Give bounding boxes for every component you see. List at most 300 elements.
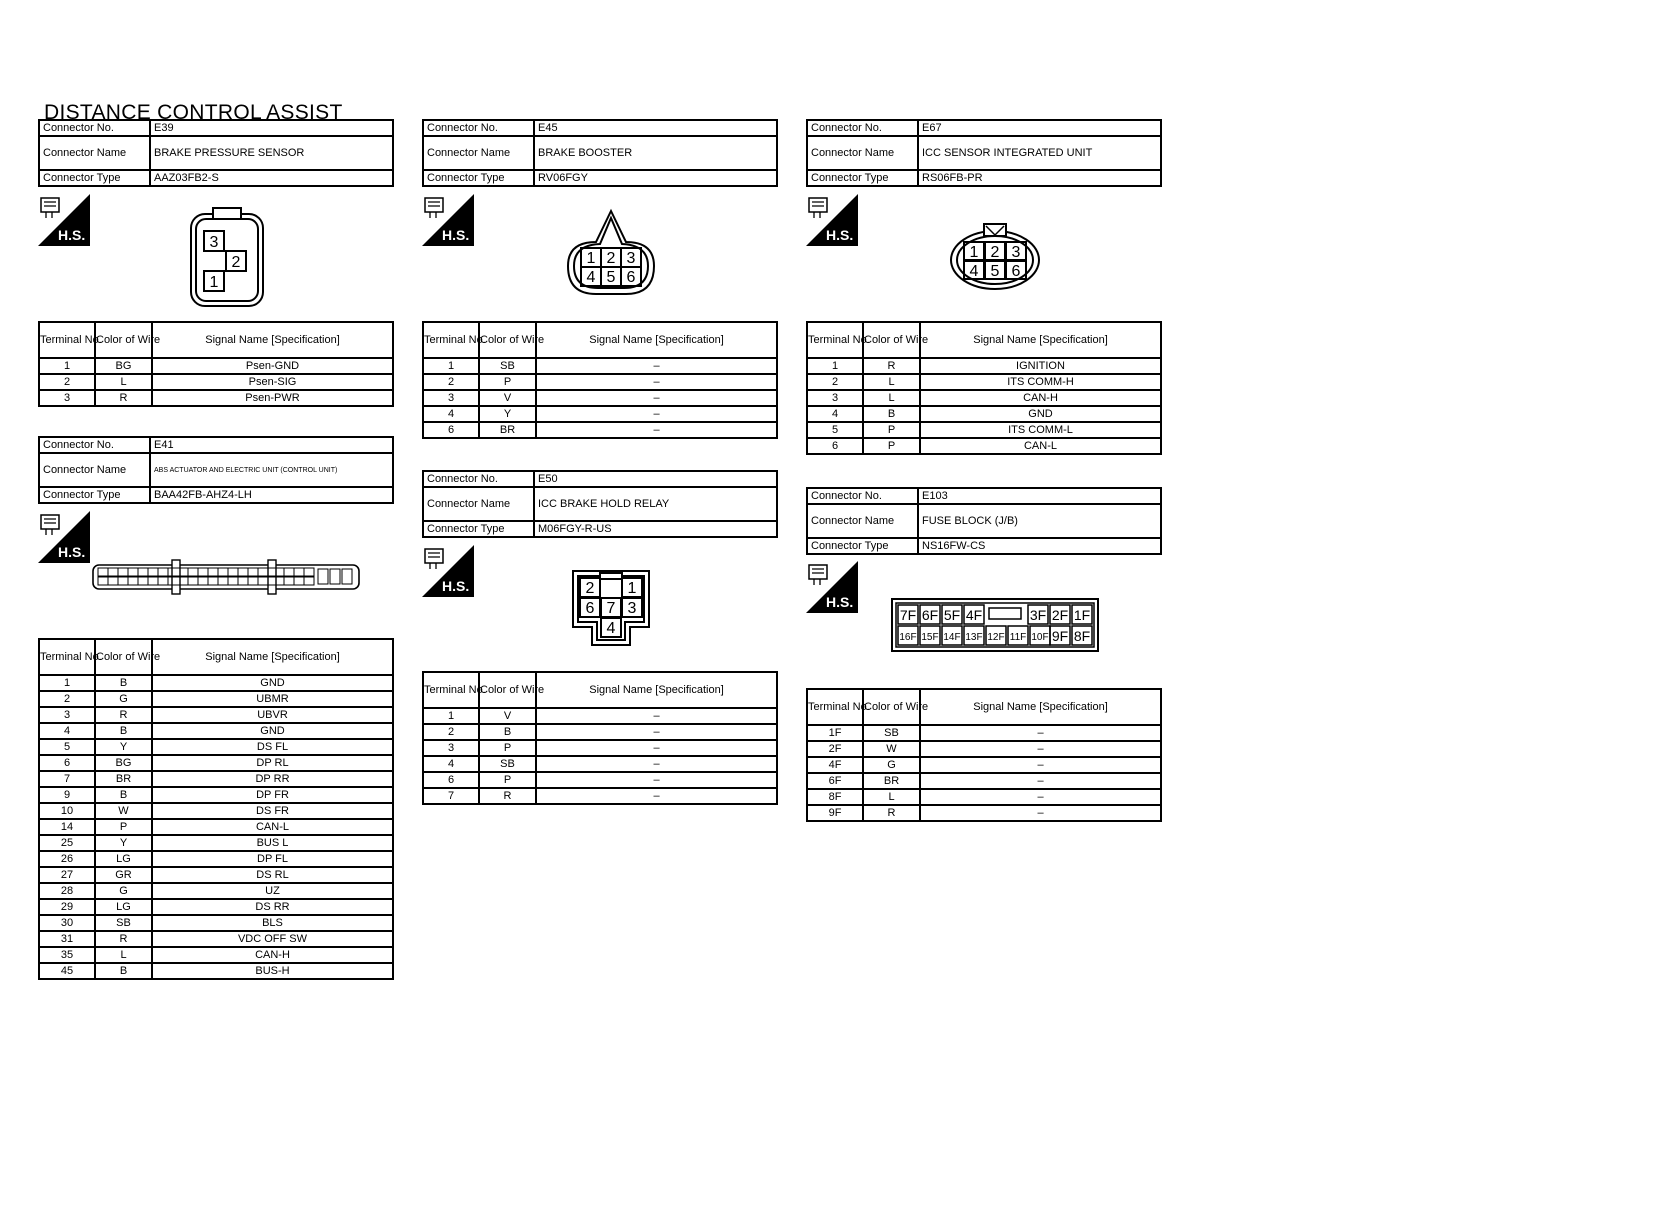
wire-color-cell: P: [479, 740, 536, 756]
signal-name-cell: –: [536, 358, 777, 374]
signal-name-cell: GND: [152, 723, 393, 739]
wire-color-cell: R: [479, 788, 536, 804]
terminal-table-e41: [38, 638, 394, 980]
connector-name-value: BRAKE BOOSTER: [534, 136, 777, 170]
wire-color-cell: B: [479, 724, 536, 740]
connector-face-e39: [186, 204, 268, 310]
wire-color-cell: P: [863, 438, 920, 454]
table-row: [39, 851, 393, 867]
table-row: [39, 915, 393, 931]
wire-color-cell: BG: [95, 358, 152, 374]
wire-color-cell: B: [863, 406, 920, 422]
terminal-no-cell: 2: [807, 374, 863, 390]
signal-name-cell: UBMR: [152, 691, 393, 707]
connector-type-value: RV06FGY: [534, 170, 777, 186]
signal-name-cell: GND: [152, 675, 393, 691]
connector-no-value: E41: [150, 437, 393, 453]
terminal-table-e67: [806, 321, 1162, 455]
wire-color-cell: L: [95, 374, 152, 390]
signal-name-cell: UZ: [152, 883, 393, 899]
terminal-no-cell: 2: [39, 374, 95, 390]
terminal-no-cell: 1: [807, 358, 863, 374]
terminal-no-cell: 3: [807, 390, 863, 406]
pin-label: 2: [231, 254, 241, 271]
terminal-header: Terminal No.: [807, 322, 863, 358]
signal-name-cell: –: [536, 740, 777, 756]
pin-label: 5: [990, 263, 1000, 280]
color-header: Color of Wire: [95, 639, 152, 675]
terminal-no-cell: 7: [39, 771, 95, 787]
connector-no-value: E67: [918, 120, 1161, 136]
connector-name-label: Connector Name: [423, 136, 534, 170]
terminal-no-cell: 6: [807, 438, 863, 454]
connector-no-label: Connector No.: [423, 120, 534, 136]
harness-side-icon: [806, 194, 858, 246]
signal-name-cell: –: [920, 725, 1161, 741]
connector-no-label: Connector No.: [807, 120, 918, 136]
signal-name-cell: –: [536, 724, 777, 740]
signal-name-cell: DP RR: [152, 771, 393, 787]
connector-type-label: Connector Type: [807, 538, 918, 554]
signal-header: Signal Name [Specification]: [152, 639, 393, 675]
terminal-no-cell: 2: [39, 691, 95, 707]
pin-label: 2: [585, 580, 595, 597]
terminal-no-cell: 4: [423, 406, 479, 422]
connector-header-e50: [422, 470, 778, 538]
pin-label: 3: [626, 250, 636, 267]
table-row: [807, 422, 1161, 438]
terminal-no-cell: 4F: [807, 757, 863, 773]
signal-name-cell: CAN-L: [152, 819, 393, 835]
terminal-table-e50: [422, 671, 778, 805]
table-row: [423, 406, 777, 422]
svg-text:H.S.: H.S.: [442, 227, 470, 243]
page-title: DISTANCE CONTROL ASSIST: [44, 101, 343, 124]
signal-name-cell: CAN-L: [920, 438, 1161, 454]
table-row: [423, 708, 777, 724]
wire-color-cell: G: [863, 757, 920, 773]
wire-color-cell: Y: [95, 835, 152, 851]
pin-label: 3: [1011, 244, 1021, 261]
signal-name-cell: –: [920, 773, 1161, 789]
signal-name-cell: UBVR: [152, 707, 393, 723]
connector-face-e45: [564, 208, 658, 298]
table-row: [39, 867, 393, 883]
signal-name-cell: –: [536, 756, 777, 772]
wire-color-cell: SB: [95, 915, 152, 931]
signal-name-cell: –: [920, 741, 1161, 757]
harness-side-icon: [422, 545, 474, 597]
connector-no-value: E50: [534, 471, 777, 487]
connector-header-e41: [38, 436, 394, 504]
terminal-no-cell: 7: [423, 788, 479, 804]
signal-name-cell: –: [536, 708, 777, 724]
terminal-no-cell: 3: [39, 707, 95, 723]
terminal-no-cell: 9F: [807, 805, 863, 821]
connector-header-e45: [422, 119, 778, 187]
color-header: Color of Wire: [479, 322, 536, 358]
pin-label: 13F: [965, 632, 983, 643]
signal-name-cell: –: [536, 772, 777, 788]
terminal-no-cell: 45: [39, 963, 95, 979]
pin-label: 6: [1011, 263, 1021, 280]
table-row: [423, 756, 777, 772]
signal-name-cell: –: [536, 374, 777, 390]
terminal-no-cell: 4: [39, 723, 95, 739]
pin-label: 12F: [987, 632, 1005, 643]
svg-text:H.S.: H.S.: [442, 578, 470, 594]
wire-color-cell: B: [95, 675, 152, 691]
svg-text:H.S.: H.S.: [58, 544, 86, 560]
terminal-header: Terminal No.: [39, 322, 95, 358]
pin-label: 1F: [1073, 607, 1091, 623]
connector-type-value: AAZ03FB2-S: [150, 170, 393, 186]
terminal-no-cell: 1: [423, 358, 479, 374]
color-header: Color of Wire: [479, 672, 536, 708]
table-row: [423, 422, 777, 438]
pin-label: 6F: [921, 607, 939, 623]
terminal-no-cell: 4: [807, 406, 863, 422]
wire-color-cell: P: [479, 772, 536, 788]
signal-name-cell: VDC OFF SW: [152, 931, 393, 947]
connector-face-e41: [90, 558, 362, 596]
pin-label: 5: [606, 269, 616, 286]
table-row: [807, 406, 1161, 422]
table-row: [39, 691, 393, 707]
table-row: [39, 374, 393, 390]
table-row: [39, 771, 393, 787]
signal-name-cell: DP RL: [152, 755, 393, 771]
table-row: [807, 438, 1161, 454]
table-row: [807, 805, 1161, 821]
table-row: [39, 755, 393, 771]
wire-color-cell: P: [95, 819, 152, 835]
wire-color-cell: W: [95, 803, 152, 819]
table-row: [39, 723, 393, 739]
terminal-no-cell: 30: [39, 915, 95, 931]
terminal-no-cell: 1: [423, 708, 479, 724]
svg-text:H.S.: H.S.: [826, 594, 854, 610]
pin-label: 9F: [1051, 628, 1069, 644]
wire-color-cell: L: [95, 947, 152, 963]
table-row: [39, 819, 393, 835]
harness-side-icon: [422, 194, 474, 246]
harness-side-icon: [38, 511, 90, 563]
pin-label: 8F: [1073, 628, 1091, 644]
wire-color-cell: L: [863, 789, 920, 805]
table-row: [39, 787, 393, 803]
terminal-no-cell: 3: [423, 740, 479, 756]
connector-header-e67: [806, 119, 1162, 187]
connector-face-e67: [948, 220, 1042, 292]
terminal-no-cell: 31: [39, 931, 95, 947]
table-row: [39, 931, 393, 947]
connector-type-value: BAA42FB-AHZ4-LH: [150, 487, 393, 503]
wire-color-cell: Y: [95, 739, 152, 755]
signal-header: Signal Name [Specification]: [536, 672, 777, 708]
wire-color-cell: BR: [479, 422, 536, 438]
wire-color-cell: W: [863, 741, 920, 757]
pin-label: 5F: [943, 607, 961, 623]
terminal-no-cell: 35: [39, 947, 95, 963]
table-row: [807, 725, 1161, 741]
signal-name-cell: GND: [920, 406, 1161, 422]
signal-name-cell: –: [920, 789, 1161, 805]
connector-type-value: M06FGY-R-US: [534, 521, 777, 537]
table-row: [39, 883, 393, 899]
table-row: [423, 358, 777, 374]
connector-face-e103: [890, 597, 1100, 653]
terminal-no-cell: 26: [39, 851, 95, 867]
signal-name-cell: DS RR: [152, 899, 393, 915]
signal-header: Signal Name [Specification]: [920, 322, 1161, 358]
connector-name-value: FUSE BLOCK (J/B): [918, 504, 1161, 538]
terminal-no-cell: 5: [807, 422, 863, 438]
pin-label: 11F: [1009, 632, 1027, 643]
terminal-table-e39: [38, 321, 394, 407]
pin-label: 1: [627, 580, 637, 597]
terminal-no-cell: 6: [423, 772, 479, 788]
connector-no-label: Connector No.: [807, 488, 918, 504]
signal-header: Signal Name [Specification]: [152, 322, 393, 358]
pin-label: 7F: [899, 607, 917, 623]
terminal-table-e45: [422, 321, 778, 439]
wire-color-cell: Y: [479, 406, 536, 422]
harness-side-icon: [806, 561, 858, 613]
signal-name-cell: CAN-H: [152, 947, 393, 963]
pin-label: 16F: [899, 632, 917, 643]
table-row: [39, 899, 393, 915]
connector-name-label: Connector Name: [807, 504, 918, 538]
pin-label: 4: [606, 620, 616, 637]
terminal-header: Terminal No.: [423, 672, 479, 708]
connector-header-e103: [806, 487, 1162, 555]
terminal-no-cell: 2F: [807, 741, 863, 757]
connector-type-value: NS16FW-CS: [918, 538, 1161, 554]
wire-color-cell: GR: [95, 867, 152, 883]
connector-type-label: Connector Type: [423, 170, 534, 186]
signal-header: Signal Name [Specification]: [536, 322, 777, 358]
table-row: [807, 390, 1161, 406]
pin-label: 6: [585, 600, 595, 617]
wire-color-cell: LG: [95, 851, 152, 867]
wire-color-cell: R: [95, 931, 152, 947]
wire-color-cell: BR: [95, 771, 152, 787]
terminal-no-cell: 3: [423, 390, 479, 406]
harness-side-icon: [38, 194, 90, 246]
signal-name-cell: Psen-SIG: [152, 374, 393, 390]
table-row: [39, 675, 393, 691]
signal-name-cell: DP FR: [152, 787, 393, 803]
terminal-no-cell: 6: [39, 755, 95, 771]
terminal-no-cell: 25: [39, 835, 95, 851]
connector-no-value: E103: [918, 488, 1161, 504]
wire-color-cell: L: [863, 390, 920, 406]
pin-label: 7: [606, 600, 616, 617]
table-row: [39, 803, 393, 819]
pin-label: 14F: [943, 632, 961, 643]
terminal-no-cell: 28: [39, 883, 95, 899]
terminal-no-cell: 1F: [807, 725, 863, 741]
connector-name-label: Connector Name: [39, 453, 150, 487]
pin-label: 6: [626, 269, 636, 286]
table-row: [423, 740, 777, 756]
terminal-no-cell: 14: [39, 819, 95, 835]
pin-label: 1: [209, 274, 219, 291]
connector-name-label: Connector Name: [423, 487, 534, 521]
signal-header: Signal Name [Specification]: [920, 689, 1161, 725]
signal-name-cell: Psen-GND: [152, 358, 393, 374]
terminal-no-cell: 1: [39, 358, 95, 374]
pin-label: 2F: [1051, 607, 1069, 623]
connector-no-value: E39: [150, 120, 393, 136]
signal-name-cell: DS FL: [152, 739, 393, 755]
connector-no-label: Connector No.: [39, 437, 150, 453]
connector-name-label: Connector Name: [807, 136, 918, 170]
wire-color-cell: P: [863, 422, 920, 438]
signal-name-cell: BUS L: [152, 835, 393, 851]
terminal-table-e103: [806, 688, 1162, 822]
connector-type-label: Connector Type: [39, 170, 150, 186]
table-row: [423, 390, 777, 406]
wire-color-cell: R: [95, 707, 152, 723]
terminal-header: Terminal No.: [807, 689, 863, 725]
connector-face-e50: [570, 568, 652, 648]
wire-color-cell: G: [95, 691, 152, 707]
table-row: [807, 358, 1161, 374]
svg-text:H.S.: H.S.: [58, 227, 86, 243]
table-row: [807, 757, 1161, 773]
terminal-no-cell: 2: [423, 724, 479, 740]
table-row: [39, 739, 393, 755]
table-row: [807, 374, 1161, 390]
pin-label: 1: [586, 250, 596, 267]
signal-name-cell: –: [536, 422, 777, 438]
svg-text:H.S.: H.S.: [826, 227, 854, 243]
table-row: [423, 724, 777, 740]
signal-name-cell: ITS COMM-H: [920, 374, 1161, 390]
connector-no-label: Connector No.: [423, 471, 534, 487]
table-row: [807, 741, 1161, 757]
wire-color-cell: V: [479, 708, 536, 724]
signal-name-cell: –: [920, 757, 1161, 773]
wire-color-cell: LG: [95, 899, 152, 915]
wire-color-cell: B: [95, 787, 152, 803]
connector-no-value: E45: [534, 120, 777, 136]
wire-color-cell: R: [863, 805, 920, 821]
wire-color-cell: SB: [863, 725, 920, 741]
terminal-no-cell: 9: [39, 787, 95, 803]
pin-label: 2: [606, 250, 616, 267]
terminal-no-cell: 4: [423, 756, 479, 772]
table-row: [423, 374, 777, 390]
terminal-no-cell: 27: [39, 867, 95, 883]
table-row: [807, 773, 1161, 789]
terminal-no-cell: 29: [39, 899, 95, 915]
signal-name-cell: Psen-PWR: [152, 390, 393, 406]
table-row: [39, 707, 393, 723]
table-row: [807, 789, 1161, 805]
terminal-no-cell: 6F: [807, 773, 863, 789]
connector-type-label: Connector Type: [807, 170, 918, 186]
terminal-no-cell: 8F: [807, 789, 863, 805]
connector-type-label: Connector Type: [423, 521, 534, 537]
pin-label: 3: [209, 234, 219, 251]
wire-color-cell: P: [479, 374, 536, 390]
wire-color-cell: B: [95, 723, 152, 739]
connector-header-e39: [38, 119, 394, 187]
signal-name-cell: –: [536, 406, 777, 422]
pin-label: 15F: [921, 632, 939, 643]
terminal-no-cell: 10: [39, 803, 95, 819]
wire-color-cell: R: [95, 390, 152, 406]
color-header: Color of Wire: [95, 322, 152, 358]
connector-name-value: ICC BRAKE HOLD RELAY: [534, 487, 777, 521]
connector-name-value: ABS ACTUATOR AND ELECTRIC UNIT (CONTROL UNIT): [150, 453, 393, 487]
connector-name-value: ICC SENSOR INTEGRATED UNIT: [918, 136, 1161, 170]
terminal-no-cell: 2: [423, 374, 479, 390]
wire-color-cell: L: [863, 374, 920, 390]
signal-name-cell: –: [536, 788, 777, 804]
color-header: Color of Wire: [863, 689, 920, 725]
wire-color-cell: SB: [479, 358, 536, 374]
terminal-header: Terminal No.: [39, 639, 95, 675]
table-row: [39, 390, 393, 406]
signal-name-cell: –: [536, 390, 777, 406]
wire-color-cell: R: [863, 358, 920, 374]
pin-label: 2: [990, 244, 1000, 261]
signal-name-cell: BLS: [152, 915, 393, 931]
pin-label: 10F: [1031, 632, 1049, 643]
terminal-no-cell: 1: [39, 675, 95, 691]
connector-no-label: Connector No.: [39, 120, 150, 136]
signal-name-cell: CAN-H: [920, 390, 1161, 406]
signal-name-cell: DS RL: [152, 867, 393, 883]
wire-color-cell: SB: [479, 756, 536, 772]
wire-color-cell: B: [95, 963, 152, 979]
signal-name-cell: IGNITION: [920, 358, 1161, 374]
signal-name-cell: DP FL: [152, 851, 393, 867]
table-row: [39, 835, 393, 851]
wire-color-cell: BR: [863, 773, 920, 789]
signal-name-cell: ITS COMM-L: [920, 422, 1161, 438]
pin-label: 3F: [1029, 607, 1047, 623]
table-row: [39, 947, 393, 963]
connector-name-label: Connector Name: [39, 136, 150, 170]
pin-label: 3: [627, 600, 637, 617]
terminal-no-cell: 6: [423, 422, 479, 438]
table-row: [39, 358, 393, 374]
connector-type-label: Connector Type: [39, 487, 150, 503]
wire-color-cell: G: [95, 883, 152, 899]
signal-name-cell: DS FR: [152, 803, 393, 819]
wire-color-cell: V: [479, 390, 536, 406]
terminal-header: Terminal No.: [423, 322, 479, 358]
pin-label: 4F: [965, 607, 983, 623]
terminal-no-cell: 5: [39, 739, 95, 755]
terminal-no-cell: 3: [39, 390, 95, 406]
pin-label: 4: [969, 263, 979, 280]
signal-name-cell: –: [920, 805, 1161, 821]
connector-type-value: RS06FB-PR: [918, 170, 1161, 186]
pin-label: 4: [586, 269, 596, 286]
color-header: Color of Wire: [863, 322, 920, 358]
wire-color-cell: BG: [95, 755, 152, 771]
table-row: [423, 788, 777, 804]
connector-name-value: BRAKE PRESSURE SENSOR: [150, 136, 393, 170]
pin-label: 1: [969, 244, 979, 261]
signal-name-cell: BUS-H: [152, 963, 393, 979]
